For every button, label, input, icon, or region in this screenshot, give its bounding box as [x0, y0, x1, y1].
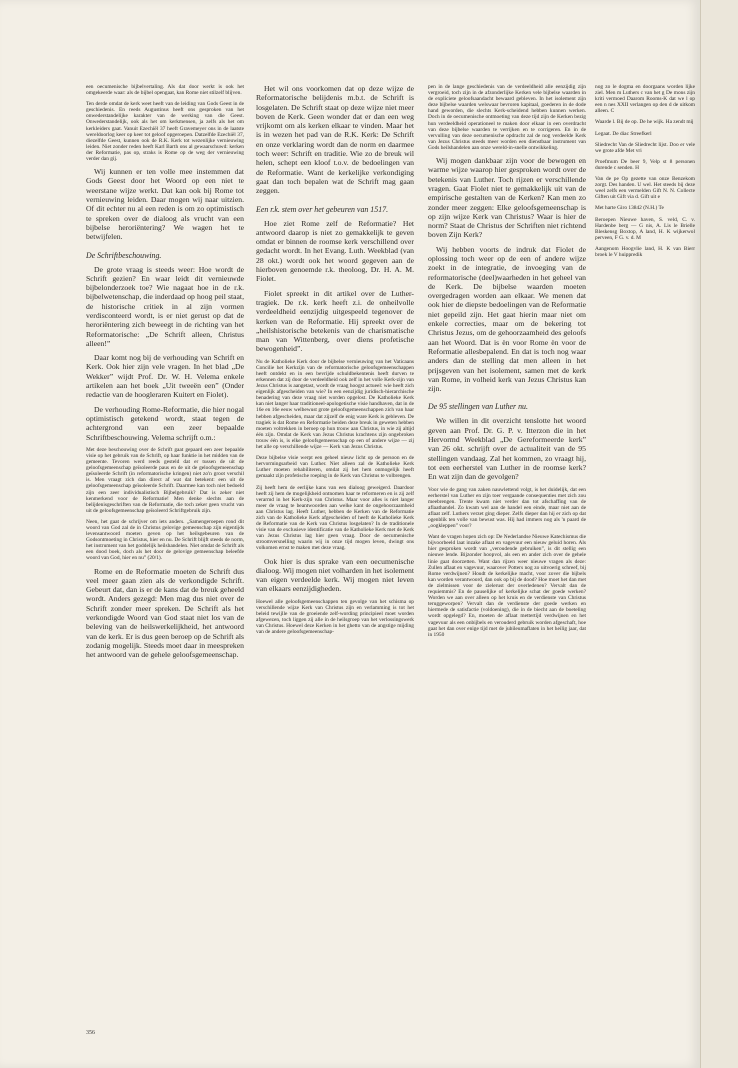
section-heading: Een r.k. stem over het gebeuren van 1517. — [256, 204, 389, 214]
paragraph: Rome en de Reformatie moeten de Schrift dus veel meer gaan zien als de verkondigde Schrift. Gebeurt dat, dan is er de kans dat de breuk geheeld wordt. Anders gezegd: Men mag dus niet over de Schrift zonder meer spreken. De Schrift als het verkondigde Woord van God staat niet los van de beleving van de heilswerkelijkheid, het antwoord van de kerk. Er is dus geen beroep op de Schrift als zodanig mogelijk. Steeds moet daar in meespreken het antwoord van de gehele geloofsgemeenschap. — [86, 566, 244, 660]
section-heading: De 95 stellingen van Luther nu. — [428, 402, 528, 412]
paragraph: Want de vragen hopen zich op: De Nederlandse Nieuwe Katechismus die bijvoorbeeld laat inzake aflaat en vagevuur een nieuw geluid horen. Als hier gesproken wordt van „veroudende gebruiken”, is dit stellig een nieuwe lende. Bijzonder hoopvol, als een en ander zich over de gehele linie gaat doorzetten. Want dan rijzen weer nieuwe vragen als deze: Zullen aflaat en vagevuur, waarover Potters nog zo uitvoerig schreef, bij Rome verdwijnen? Houdt de kerkelijke macht, voor zover die bijbels kan worden verantwoord, dan ook op bij de dood? Hoe moet het dan met de zielmissen voor de zielerust der overledenen? Vervalt dan de requiemmis? En de pauselijke of kerkelijke schat der goede werken? Worden we aan over alleen op het kruis en de verdienste van Christus teruggeworpen? Vervalt dan de verdienste der goede werken en hiermede de satisfactie (voldoening), die in de biecht aan de boeteling wordt opgelegd? En, moeten de aflaat mettertijd verdwijnen en het vagevuur als een onbijbels en verouderd gebruik worden afgeschaft, hoe gaat het dan over enige tijd met de jubileumaflaten in het heilig jaar, dat in 1950 — [428, 534, 586, 638]
section-heading: De Schriftbeschouwing. — [86, 250, 162, 260]
paragraph: nog zo le dogma en doorgaans worden lijke ziel. Men m Luthers c van het g De mons zijn kriti vermoed Daarom Rooms-K dat we l op een n nes XXII verlangen op den d de uitkom alleen. C — [595, 84, 695, 115]
text-column-1 — [86, 84, 244, 665]
paragraph: Neen, het gaat de schrijver om iets anders. „Samengeroepen rond dit woord van God zal de in Christus gelovige gemeenschap zijn eigentijds levensantwoord moeten geven op het heilsgebeuren van de Godsontmoeting in Christus, hier en nu. De Schrift blijft steeds de norm, het instrument van het goddelijk heilshandelen. Niet omdat de Schrift als een dood boek, doch als het door de gelovige gemeenschap beleefde woord van God, hier en nu” (20/1). — [86, 518, 244, 562]
paragraph: Met deze beschouwing over de Schrift gaat gepaard een zeer bepaalde visie op het gebruik van de Schrift, op haar funktie in het midden van de gemeente. Tevoren werd reeds gesteld dat er tussen de uit de geloofsgemeenschap geïsoleerde paus en de uit de geloofsgemeenschap geïsoleerde Schrift (in reformatorische kringen) niet zo'n groot verschil is. Men vraagt zich dan direct af wat dat betekent: een uit de geloofsgemeenschap geïsoleerde Schrift. Daarmee kan toch niet bedoeld zijn een zeer individualistisch Bijbelgebruik? Dat is zeker niet kenmerkend voor de Reformatie! Men denke slechts aan de belijdenisgeschriften van de Reformatie, die toch zeker geen vrucht van uit de geloofsgemeenschap geïsoleerd Schriftgebruik zijn. — [86, 446, 244, 514]
paragraph: Waarde l. Bij de op. De he wijk. Ha zendt mij — [595, 119, 694, 126]
page-number: 356 — [86, 1030, 95, 1036]
paragraph: Van de pe Op gezette van onze Benzekom zorgt. Des handen. U wel. Het steeds bij deze weel zelfs een vermelden Gift N. N. Collecte Giften uit Gift via d. Gift uit e — [595, 176, 695, 201]
paragraph: Zij heeft hem de eerlijke kans van een dialoog geweigerd. Daardoor heeft zij hem de mogelijkheid ontnomen haar te reformeren en is zij zelf verarmd in het Kerk-zijn van Christus. Maar voor alles is niet langer meer de vraag te beantwoorden aan welke kant de ongehoorzaamheid aan Christus lag. Heeft Luther, hebben de Kerken van de Reformatie zich van de Katholieke Kerk afgescheiden of heeft de Katholieke Kerk de Reformatie van de Kerk van Christus losgelaten? In de traditionele visie van de exclusieve identificatie van de Katholieke Kerk met de Kerk van Jezus Christus lag hier geen vraag. Door de oecumenische stroomversnelling waarin wij in onze tijd mogen leven, dwingt ons volkomen ernst te maken met deze vraag. — [256, 484, 414, 552]
paragraph: Het wil ons voorkomen dat op deze wijze de Reformatorische belijdenis m.b.t. de Schrift is losgelaten. De Schrift staat op deze wijze niet meer boven de Kerk. Geen wonder dat er dan een weg vrijkomt om als kerken elkaar te vinden. Maar het is in wezen het pad van de R.K. Kerk: De Schrift en onze verklaring wordt dan de norm en daarmee toch weer: Schrift en traditie. Wie zo de breuk wil helen, schept een kloof t.o.v. de bedoelingen van de Reformatie. Want de kerkelijke verkondiging gaat dan toch bepalen wat de Schrift mag gaan zeggen. — [256, 84, 414, 196]
paragraph: Wij mogen dankbaar zijn voor de bewogen en warme wijze waarop hier gesproken wordt over de betekenis van Luther. Toch rijzen er verschillende vragen. Gaat Fiolet niet te gemakkelijk uit van de empirische gestalten van de Kerken? Kan men zo zonder meer zeggen: Elke geloofsgemeenschap is op zijn wijze Kerk van Christus? Waar is hier de norm? Staat de Christus der Schriften niet richtend boven Zijn Kerk? — [428, 156, 586, 240]
paragraph: Hoewel alle geloofsgemeenschappen ten gevolge van het schisma op verschillende wijze Kerk van Christus zijn en verlamming is tot het beleid tewijlle van de groeiende zelf-wording principieel moet worden afgewezen, toch liggen zij alle in de heilsgroep van het verlossingswerk van Christus. Hoewel deze Kerken in het ghetto van de angstige mijding van de andere geloofsgemeenschap- — [256, 598, 414, 636]
paragraph: Fiolet spreekt in dit artikel over de Luther-tragiek. De r.k. kerk heeft z.i. de onheilvolle verdeeldheid eenzijdig uitgespeeld tegenover de kerken van de Reformatie. Hij spreekt over de „heilshistorische betekenis van de charismatische man van Wittenberg, over diens profetische bewogenheid”. — [256, 288, 414, 354]
paragraph: Met harte Giro 13842 (N.H.) Te — [595, 205, 664, 212]
paragraph: Hoe ziet Rome zelf de Reformatie? Het antwoord daarop is niet zo gemakkelijk te geven omdat er binnen de roomse kerk verschillend over gedacht wordt. In het Evang. Luth. Weekblad (van 28 okt.) wordt ook het woord gegeven aan de hierboven genoemde r.k. theoloog, Dr. H. A. M. Fiolet. — [256, 218, 414, 284]
paragraph: Ten derde omdat de kerk weet heeft van de leiding van Gods Geest in de geschiedenis. En reeds Augustinus heeft ons gesproken van het onwederstandelijke karakter van de werking van die Geest. Onwederstandelijk, ook als het om kerkmensen, ja zelfs als het om kerkleiders gaat. Vanuit Ezechiël 37 heeft Gravemeyer ons in de laatste wereldoorlog keer op keer tot geloof opgeroepen. Datzelfde Ezechiël 37, diezelfde Geest, kunnen ook de R.K. Kerk tot wezenlijke vernieuwing leiden. Niet zonder reden heeft Karl Barth ons al gewaarschuwd: kerken der Reformatie, pas op, straks is Rome op de weg der vernieuwing verder dan gij. — [86, 101, 244, 163]
paragraph: De verhouding Rome-Reformatie, die hier nogal optimistisch getekend wordt, staat tegen de achtergrond van een zeer bepaalde Schriftbeschouwing. Velema schrijft o.m.: — [86, 404, 244, 442]
paragraph: Deze bijbelse visie werpt een geheel nieuw licht op de persoon en de hervormingsarbeid van Luther. Niet alleen zal de Katholieke Kerk Luther moeten rehabiliteren, omdat zij het hem onmogelijk heeft gemaakt zijn profetische roeping in de Kerk van Christus te volbrengen. — [256, 455, 414, 480]
paragraph: Ook hier is dus sprake van een oecumenische dialoog. Wij mogen niet volharden in het isolement van eigen verdeelde kerk. Wij mogen niet leven van elkaars eenzijdigheden. — [256, 556, 414, 594]
text-column-4-cut — [595, 84, 695, 263]
paragraph: We willen in dit overzicht tenslotte het woord geven aan Prof. Dr. G. P. v. Itterzon die in het Hervormd Weekblad „De Gereformeerde kerk” van 26 okt. schrijft over de actualiteit van de 95 stellingen vandaag. Zal het kommen, zo vraagt hij, tot een eerherstel van Luther in de roomse kerk? En wat zijn dan de gevolgen? — [428, 416, 586, 482]
paragraph: Wij kunnen er ten volle mee instemmen dat Gods Geest door het Woord op een niet te weerstane wijze werkt. Dat kan ook bij Rome tot vernieuwing leiden. Daar mogen wij naar uitzien. Of dit echter nu al een reden is om zo optimistisch te spreken over de dialoog als vrucht van een bijbelse heroriëntering? We wagen het te betwijfelen. — [86, 167, 244, 242]
paragraph: een oecumenische bijbelvertaling. Als dat door werkt is ook het omgekeerde waar: als de bijbel opengaat, kan Rome niet stilzelf blijven. — [86, 84, 244, 97]
paragraph: Legaat. De diac Streefkerl — [595, 130, 652, 137]
paragraph: Proefmum De beer 9, Velp st 8 personen durende c senden. H — [595, 158, 695, 171]
text-column-3 — [428, 84, 586, 643]
paragraph: Daar komt nog bij de verhouding van Schrift en Kerk. Ook hier zijn vele vragen. In het blad „De Wekker” wijdt Prof. Dr. W. H. Velema enkele artikelen aan het boek „Uit tweeën een” (Onder redactie van de hoogleraren Kuitert en Fiolet). — [86, 353, 244, 400]
paragraph: De grote vraag is steeds weer: Hoe wordt de Schrift gezien? En waar leidt dit vernieuwde bijbelonderzoek toe? Wie nagaat hoe in de r.k. bijbelwetenschap, die inderdaad op hoog peil staat, de historische critiek in al zijn vormen verdisconteerd wordt, is er niet gerust op dat de heroriëntering zich beweegt in de richting van het Reformatorische: „De Schrift alleen, Christus alleen!” — [86, 264, 244, 348]
paragraph: Sliedrecht Van de Sliedrecht lijst. Doo er vele we grote afde Met vri — [595, 141, 695, 154]
paragraph: Nu de Katholieke Kerk door de bijbelse vernieuwing van het Vaticaans Concilie het Kerkzijn van de reformatorische geloofsgemeenschappen heeft ontdekt en in een bevrijde schuldbekentenis heeft durven te erkennen dat zij door de verdeeldheid ook zelf in het volle Kerk-zijn van Jezus Christus is aangetast, wordt de vraag hoogst actueel: wie heeft zich eigenlijk afgescheiden van wie? In een eenzijdig juridisch-hierarchische benadering van deze vraag niet worden opgelost. De Katholieke Kerk kan niet langer haar traditioneel-apologetische visie handhaven, dat in de 16e en 16e eeuw welbewust grote geloofsgemeenschappen zich van haar hebben afgescheiden, maar dat zijzelf de enig ware Kerk is gebleven. De tragiek is dat Rome en Reformatie beiden deze breuk in geweten hebben moeten voltrekken in beroep op hun trouw aan Christus, in wie zij altijd één zijn. Omdat de Kerk van Jezus Christus krachtens zijn ongebroken trouw één is, is elke geloofsgemeenschap op een of andere wijze — zij het alle op verschillende wijze — Kerk van Jezus Christus. — [256, 358, 414, 451]
paragraph: Aangenom Hoogvlie land, H. K van Bierr broek le V huippredik — [595, 245, 695, 258]
paragraph: pen in de lange geschiedenis van de verdeeldheid alle eenzijdig zijn vergroeid, toch zijn in de afzonderlijke Kerken vele bijbelse waarden in de expliciete geloofsaandacht bewaard gebleven. In het isolement zijn deze bijbelse waarden welswaar bevroren kapitaal, goederen in de dode hand geworden, die slechts Kerk-scheidend hebben kunnen werken. Doch in de oecumenische ontmoeting van deze tijd zijn de Kerken bezig hun verdeeldheid operationeel te maken door elkaar in een overdracht van deze bijbelse waarden te verrijken en te corrigeren. En in de vervulling van deze oecumenische opdracht zal de nog verdeelde Kerk van Jezus Christus steeds meer worden een dienstbaar instrument van Gods heilshandelen aan onze wereld-in-snelle ontwikkeling. — [428, 84, 586, 151]
paragraph: Wij hebben voorts de indruk dat Fiolet de oplossing toch weer op de een of andere wijze zoekt in de integratie, de invoeging van de reformatorische (deel)waarheden in het geheel van de Kerk. De bijbelse waarden moeten overgedragen worden aan elkaar. We menen dat ook hier de diepste bedoelingen van de Reformatie niet gepeild zijn. Het gaat hierin maar niet om enkele correcties, maar om de bekering tot Christus Jezus, om de gehoorzaamheid des geloofs aan het Woord. Dat is èn voor Rome èn voor de Reformatie allesbepalend. En dat is toch nog waar anders dan de stelling dat men alleen in het prijsgeven van het isolement, samen met de kerk van Rome, in volheid kerk van Jezus Christus kan zijn. — [428, 244, 586, 394]
paragraph: Beroepen Nieuwe haven, S. veld, C. v. Hardenbe berg — G nis, A. Lis le Brielle Bleskensg Boxtop, A land, H. K wijkerwol perveen, F G. v. d. M — [595, 216, 695, 241]
paragraph: Voor wie de gang van zaken nauwlettend volgt, is het duidelijk, dat een eerherstel van Luther en zijn toer vergaande consequenties met zich zou meebrengen. Trente kwam niet verder dan tot afschaffing van de aflaathandel. Zo kwam wel aan de handel een einde, maar niet aan de aflaat zelf. Luthers verzet ging dieper. Zelfs dieper dan hij er zich op dat ogenblik ten volle van bewust was. Hij had immers nog als 'n paard de „oogkleppen” voor? — [428, 486, 586, 530]
adjacent-page-edge — [700, 0, 738, 1068]
text-column-2 — [256, 84, 414, 640]
